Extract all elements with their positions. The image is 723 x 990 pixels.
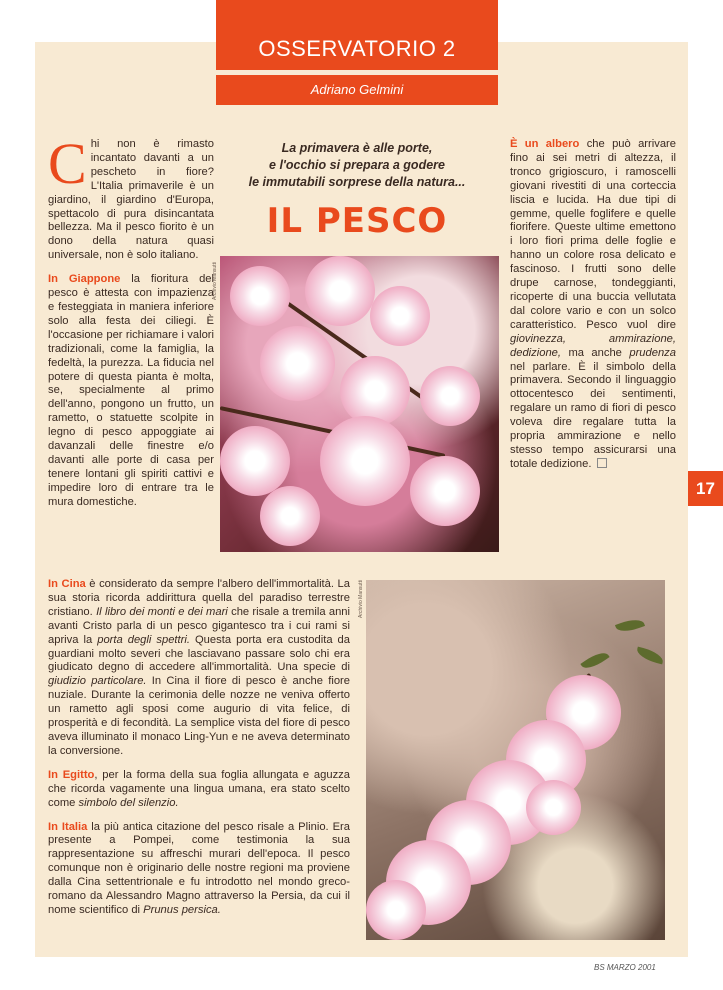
blossom (526, 780, 581, 835)
blossom (370, 286, 430, 346)
footer-issue: BS MARZO 2001 (594, 963, 656, 972)
paragraph-albero: È un albero che può arrivare fino ai sei metri di altezza, il tronco grigioscuro, i ramoscelli giovani rivestiti di una corteccia liscia e lucida. Ha due tipi di gemme, quelle foglifere e quelle fiorifere. Queste ultime emettono i loro fiori prima delle foglie e hanno un colore rosa delicato e fascinoso. I frutti sono delle drupe carnose, tondeggianti, ricoperte di una buccia vellutata dal colore vario e con un solco caratteristico. Pesco vuol dire giovinezza, ammirazione, dedizione, ma anche prudenza nel parlare. È il simbolo della primavera. Secondo il linguaggio ottocentesco dei sentimenti, regalare un ramo di fiori di pesco voleva dire regalare tutta la propria ammirazione e nello stesso tempo assicurarsi una totale dedizione. (510, 138, 676, 470)
blossom (340, 356, 410, 426)
blossom (366, 880, 426, 940)
author-name: Adriano Gelmini (310, 82, 404, 97)
leaf (615, 616, 645, 636)
keyword-giappone: In Giappone (48, 273, 121, 286)
keyword-italia: In Italia (48, 820, 88, 833)
paragraph-intro: Chi non è rimasto incantato davanti a un pescheto in fiore? L'Italia primaverile è un giardino, il giardino d'Europa, spettacolo di pura disincantata bellezza. Ma il pesco fiorito è un dono della natura quasi universale, non è solo italiano. (48, 131, 214, 262)
drop-cap: C (48, 131, 87, 196)
intro-subtitle: La primavera è alle porte, e l'occhio si prepara a godere le immutabili sorprese della natura... (248, 141, 466, 189)
blossom (260, 326, 335, 401)
peach-blossom-photo-1 (220, 256, 499, 552)
paragraph-egitto: In Egitto, per la forma della sua foglia allungata e aguzza che ricorda vagamente una lingua umana, era stato scelto come simbolo del silenzio. (48, 768, 350, 809)
right-column (510, 138, 676, 472)
blossom (260, 486, 320, 546)
leaf (580, 648, 609, 673)
blossom (410, 456, 480, 526)
section-title: OSSERVATORIO 2 (258, 36, 456, 61)
keyword-egitto: In Egitto (48, 768, 95, 781)
paragraph-cina: In Cina è considerato da sempre l'albero dell'immortalità. La sua storia ricorda addirittura quella del paradiso terrestre cristiano. Il libro dei monti e dei mari che risale a tremila anni avanti Cristo parla di un pesco gigantesco tra i cui rami si apriva la porta degli spettri. Questa porta era custodita da guardiani molto severi che lasciavano passare solo chi era giudicato degno di accedere all'immortalità. Una specie di giudizio particolare. In Cina il fiore di pesco è anche fiore nuziale. Durante la cerimonia delle nozze ne veniva offerto un rametto agli sposi come augurio di vita felice, di prosperità e di fecondità. La semplice vista del fiore di pesco aveva illuminato il monaco Ling-Yun e ne aveva determinato la conversione. (48, 578, 351, 757)
blossom (305, 256, 375, 326)
page-number-tab: 17 (688, 471, 723, 506)
paragraph-giappone: In Giappone la fioritura del pesco è attesta con impazienza e festeggiata in maniera inferiore solo alla festa dei ciliegi. È l'occasione per richiamare i valori tradizionali, come la famiglia, la fedeltà, la purezza. La fiducia nel potere di questa pianta è molta, se, specialmente al primo dell'anno, pongono un frutto, un rametto, o statuette scolpite in legno di pesco appoggiate ai davanzali delle finestre e/o davanti alle porte di casa per tenere lontani gli spiriti cattivi e impedire loro di entrare tra le mura domestiche. (48, 273, 214, 508)
blossom (320, 416, 410, 506)
paragraph-italia: In Italia la più antica citazione del pesco risale a Plinio. Era presente a Pompei, come testimonia la sua rappresentazione su affreschi murari dell'epoca. Il pesco comunque non è originario delle nostre regioni ma proviene dalla Cina settentrionale e fu introdotto nel mondo greco-romano da Alessandro Magno attraverso la Persia, da cui il nome scientifico di Prunus persica. (48, 820, 350, 916)
peach-blossom-photo-2 (366, 580, 665, 940)
blossom (420, 366, 480, 426)
leaf (635, 647, 665, 665)
blossom (220, 426, 290, 496)
keyword-cina: In Cina (48, 578, 86, 590)
blossom (230, 266, 290, 326)
article-title: IL PESCO (266, 201, 448, 241)
lower-left-column (48, 578, 350, 918)
end-of-article-icon (597, 458, 607, 468)
keyword-albero: È un albero (510, 138, 580, 150)
left-column (48, 131, 214, 510)
photo-credit-2: Archivio Mansutti (358, 579, 364, 618)
photo-credit-1: Archivio Mansutti (212, 261, 218, 300)
